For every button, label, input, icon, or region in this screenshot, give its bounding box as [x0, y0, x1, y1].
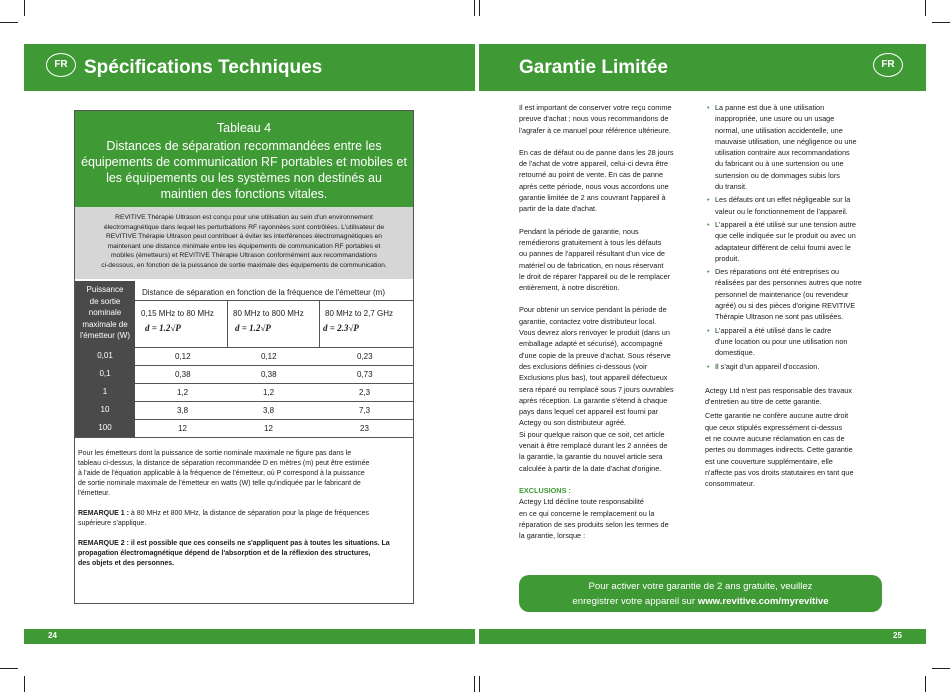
distance-header: Distance de séparation en fonction de la fréquence de l'émetteur (m) — [142, 288, 385, 297]
text-line: Pendant la période de garantie, nous — [519, 226, 639, 236]
crop-mark — [925, 0, 926, 16]
intro-line: électromagnétique dans lequel les perturbations RF rayonnées sont contrôlées. L'utilisateur de — [103, 223, 385, 231]
crop-mark — [474, 0, 475, 16]
remark-2 — [78, 539, 410, 569]
warranty-column-1 — [519, 102, 697, 552]
text-line: Actegy ou son distributeur agréé. — [519, 418, 627, 428]
text-line: Des réparations ont été entreprises ou — [715, 267, 840, 277]
power-cell: 0,01 — [75, 347, 135, 365]
text-line: emballage adapté et sécurisé), accompagné — [519, 339, 663, 349]
right-footer-band — [479, 629, 926, 644]
text-line: Exclusions plus bas), tout appareil défectueux — [519, 373, 668, 383]
text-line: L'appareil a été utilisé dans le cadre — [715, 325, 832, 335]
banner-line — [519, 594, 882, 609]
text-line: agréé) ou si des pièces d'origine REVITIVE — [715, 301, 856, 311]
text-line: calculée à partir de la date d'achat d'origine. — [519, 463, 662, 473]
text-line: En cas de défaut ou de panne dans les 28 jours — [519, 147, 674, 157]
table-intro — [81, 213, 407, 271]
table-cell: 0,12 — [175, 352, 191, 361]
page-title: Garantie Limitée — [519, 57, 668, 78]
note-line: supérieure s'applique. — [78, 520, 147, 527]
warranty-paragraph — [519, 304, 697, 473]
power-cell: 1 — [75, 383, 135, 401]
table-cell: 0,38 — [175, 370, 191, 379]
crop-mark — [0, 22, 18, 23]
text-line: Il s'agit d'un appareil d'occasion. — [715, 361, 820, 371]
text-line: matériel ou de fabrication, en nous réservant — [519, 260, 664, 270]
note-line: à 80 MHz et 800 MHz, la distance de séparation pour la plage de fréquences — [128, 510, 370, 517]
note-line: tableau ci-dessus, la distance de séparation recommandée D en mètres (m) peut être estimée — [78, 460, 370, 467]
power-header-line: maximale de — [82, 319, 128, 329]
page-number: 24 — [48, 631, 57, 640]
text-line: réparation de ses produits selon les termes de — [519, 519, 669, 529]
table-title: Tableau 4 — [216, 121, 272, 135]
crop-mark — [932, 668, 950, 669]
text-line: produit. — [715, 253, 740, 263]
table-rule — [319, 300, 320, 347]
text-line: l'agrafer à ce manuel pour référence ultérieure. — [519, 125, 671, 135]
text-line: est une couverture supplémentaire, elle — [705, 456, 833, 466]
text-line: et ne couvre aucune réclamation en cas de — [705, 434, 845, 444]
text-line: de l'achat de votre appareil, celui-ci devra être — [519, 159, 669, 169]
table-cell: 2,3 — [359, 388, 371, 397]
table-cell: 0,73 — [357, 370, 373, 379]
text-line: personnel de maintenance (ou revendeur — [715, 289, 849, 299]
text-line: la garantie, lorsque : — [519, 531, 586, 541]
note-line: des objets et des personnes. — [78, 560, 175, 567]
text-line: après réception. La garantie s'étend à chaque — [519, 395, 668, 405]
register-link[interactable]: www.revitive.com/myrevitive — [697, 596, 829, 607]
text-line: Actegy Ltd décline toute responsabilité — [519, 497, 644, 507]
text-line: d'entretien au titre de cette garantie. — [705, 397, 822, 407]
language-badge: FR — [46, 53, 76, 77]
power-header — [75, 281, 135, 347]
text-line: domestique. — [715, 348, 755, 358]
text-line: inappropriée, une usure ou un usage — [715, 114, 835, 124]
freq-header: 0,15 MHz to 80 MHz — [141, 309, 214, 318]
text-line: garantie limitée de 2 ans couvrant l'appareil à — [519, 193, 666, 203]
banner-line: Pour activer votre garantie de 2 ans gratuite, veuillez — [588, 581, 813, 592]
text-line: d'une location ou pour une utilisation non — [715, 336, 848, 346]
text-line: mauvaise utilisation, une négligence ou une — [715, 136, 857, 146]
formula: d = 2.3√P — [323, 323, 359, 333]
text-line: preuve d'achat ; nous vous recommandons de — [519, 114, 669, 124]
text-line: Il est important de conserver votre reçu comme — [519, 103, 672, 112]
note-line: il est possible que ces conseils ne s'appliquent pas à toutes les situations. La — [128, 540, 390, 547]
text-line: que celle indiquée sur le produit ou avec un — [715, 231, 856, 241]
freq-header: 80 MHz to 800 MHz — [233, 309, 304, 318]
table-cell: 23 — [360, 424, 369, 433]
right-header-band — [479, 44, 926, 91]
crop-mark — [24, 0, 25, 16]
text-line: sera réparé ou remplacé sous 7 jours ouvrables — [519, 384, 674, 394]
crop-mark — [932, 22, 950, 23]
table-cell: 1,2 — [263, 388, 275, 397]
intro-line: mobiles (émetteurs) et REVITIVE Thérapie Ultrason conformément aux recommandations — [110, 252, 377, 260]
crop-mark — [479, 676, 480, 692]
language-badge: FR — [873, 53, 903, 77]
remark-label: REMARQUE 2 : — [78, 540, 129, 547]
text-line: utilisation contraire aux recommandations — [715, 148, 850, 158]
table-cell: 0,23 — [357, 352, 373, 361]
intro-line: REVITIVE Thérapie Ultrason est conçu pour une utilisation au sein d'un environnement — [115, 214, 373, 221]
power-cell: 100 — [75, 419, 135, 437]
left-footer-band — [24, 629, 475, 644]
text-line: partir de la date d'achat. — [519, 204, 598, 214]
text-line: L'appareil a été utilisé sur une tension autre — [715, 219, 856, 229]
table-header — [75, 111, 413, 207]
power-header-line: nominale — [88, 308, 122, 317]
text-line: remédierons gratuitement à tous les défauts — [519, 237, 662, 247]
warranty-paragraph — [705, 410, 883, 489]
intro-line: REVITIVE Thérapie Ultrason peut contribuer à éviter les interférences électromagnétiques en — [105, 233, 383, 241]
crop-mark — [479, 0, 480, 16]
table-cell: 1,2 — [177, 388, 189, 397]
table-rule — [75, 437, 413, 438]
text-line: Cette garantie ne confère aucune autre droit — [705, 411, 849, 421]
exclusion-bullet — [705, 325, 883, 359]
table-cell: 0,38 — [261, 370, 277, 379]
exclusion-bullet — [705, 361, 883, 372]
note-line: de sortie nominale maximale de l'émetteur en watts (W) telle qu'indiquée par le fabricant de — [78, 480, 361, 487]
text-line: Actegy Ltd n'est pas responsable des travaux — [705, 385, 853, 395]
text-line: que ceux stipulés expressément ci-dessus — [705, 422, 843, 432]
intro-line: ci-dessous, en fonction de la puissance de sortie maximale des équipements de communication. — [101, 261, 387, 269]
text-line: venait à être remplacé durant les 2 années de — [519, 441, 668, 451]
text-line: Pour obtenir un service pendant la période de — [519, 305, 667, 315]
warranty-column-2 — [705, 102, 883, 501]
text-line: Si pour quelque raison que ce soit, cet article — [519, 429, 665, 439]
separation-table — [75, 285, 413, 433]
crop-mark — [925, 676, 926, 692]
text-line: garantie, contactez votre distributeur local. — [519, 316, 657, 326]
power-cell: 0,1 — [75, 365, 135, 383]
text-line: en ce qui concerne le remplacement ou la — [519, 508, 655, 518]
power-header-line: de sortie — [89, 296, 121, 306]
text-line: valeur ou le fonctionnement de l'appareil. — [715, 206, 848, 216]
text-line: pays dans lequel cet appareil est fourni par — [519, 407, 659, 417]
page-title: Spécifications Techniques — [84, 57, 323, 78]
text-line: le droit de réparer l'appareil ou de le remplacer — [519, 271, 671, 281]
text-line: du fabricant ou à une surtension ou une — [715, 159, 844, 169]
text-line: des exclusions définies ci-dessous (voir — [519, 361, 648, 371]
table-cell: 12 — [264, 424, 273, 433]
note-line: à l'aide de l'équation applicable à la fréquence de l'émetteur, où P correspond à la puissance — [78, 470, 365, 477]
register-banner — [519, 575, 882, 612]
table-rule — [135, 300, 413, 301]
text-line: normal, une utilisation accidentelle, une — [715, 125, 843, 135]
note-line: Pour les émetteurs dont la puissance de sortie nominale maximale ne figure pas dans le — [78, 450, 352, 457]
exclusion-bullet — [705, 266, 883, 322]
exclusion-bullet — [705, 219, 883, 264]
power-header-line: l'émetteur (W) — [80, 331, 130, 340]
text-line: réalisées par des personnes autres que notre — [715, 278, 862, 288]
table-notes — [78, 449, 410, 579]
formula: d = 1.2√P — [145, 323, 181, 333]
exclusions-section — [519, 485, 697, 541]
text-line: n'affecte pas vos droits statutaires en tant que — [705, 467, 854, 477]
text-line: Thérapie Ultrason ne sont pas utilisées. — [715, 312, 844, 322]
text-line: du transit. — [715, 182, 748, 192]
warranty-paragraph — [519, 226, 697, 294]
power-cell: 10 — [75, 401, 135, 419]
page-number: 25 — [893, 631, 902, 640]
text-line: après cette période, nous vous accordons une — [519, 181, 669, 191]
crop-mark — [24, 676, 25, 692]
text-line: d'une copie de la preuve d'achat. Sous réserve — [519, 350, 671, 360]
exclusions-heading: EXCLUSIONS : — [519, 485, 571, 495]
banner-text: enregistrer votre appareil sur — [572, 596, 698, 607]
exclusion-bullet — [705, 194, 883, 217]
table-intro-box — [75, 207, 413, 279]
text-line: entièrement, à notre discrétion. — [519, 283, 620, 293]
text-line: surtension ou de dommages subis lors — [715, 170, 840, 180]
text-line: adaptateur différent de celui fourni avec le — [715, 242, 851, 252]
text-line: Les défauts ont un effet négligeable sur la — [715, 195, 851, 205]
table-cell: 3,8 — [263, 406, 275, 415]
text-line: pertes ou dommages indirects. Cette garantie — [705, 445, 853, 455]
table-cell: 3,8 — [177, 406, 189, 415]
text-line: La panne est due à une utilisation — [715, 103, 825, 112]
remark-label: REMARQUE 1 : — [78, 510, 129, 517]
text-line: la garantie, la garantie du nouvel article sera — [519, 452, 663, 462]
table-cell: 7,3 — [359, 406, 371, 415]
table-cell: 0,12 — [261, 352, 277, 361]
text-line: Vous devrez alors renvoyer le produit (dans un — [519, 328, 670, 338]
table-description: Distances de séparation recommandées entre les équipements de communication RF portables et mobiles et les équipements ou les systèmes non destinés au maintien des fonctions vitales. — [81, 139, 407, 201]
formula: d = 1.2√P — [235, 323, 271, 333]
table-cell: 12 — [178, 424, 187, 433]
warranty-paragraph — [705, 385, 883, 408]
crop-mark — [0, 668, 18, 669]
text-line: consommateur. — [705, 479, 755, 489]
power-header-line: Puissance — [86, 285, 124, 294]
crop-mark — [474, 676, 475, 692]
exclusion-bullet — [705, 102, 883, 192]
text-line: retourné au point de vente. En cas de panne — [519, 170, 664, 180]
remark-1 — [78, 509, 410, 529]
warranty-paragraph — [519, 102, 697, 136]
left-header-band — [24, 44, 475, 91]
note-line: propagation électromagnétique dépend de l'absorption et de la réflexion des structures, — [78, 550, 371, 557]
warranty-paragraph — [519, 147, 697, 215]
notes-paragraph — [78, 449, 410, 499]
note-line: l'émetteur. — [78, 490, 111, 497]
text-line: ou pannes de l'appareil résultant d'un vice de — [519, 249, 665, 259]
intro-line: maintenant une distance minimale entre les équipements de communication RF portables et — [107, 242, 381, 250]
table-rule — [227, 300, 228, 347]
freq-header: 80 MHz to 2,7 GHz — [325, 309, 394, 318]
spec-table-box — [74, 110, 414, 604]
